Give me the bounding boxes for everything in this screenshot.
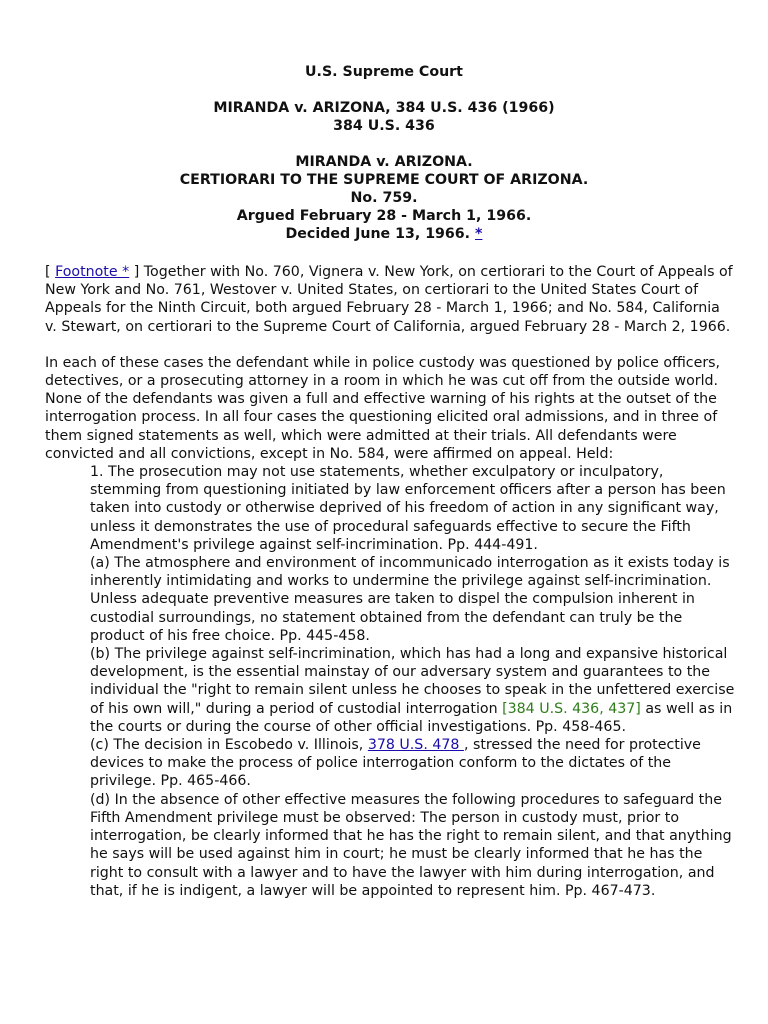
certiorari-line: CERTIORARI TO THE SUPREME COURT OF ARIZONA. bbox=[179, 172, 589, 188]
syllabus-intro: In each of these cases the defendant while in police custody was questioned by police officers, detectives, or a prosecuting attorney in a room in which he was cut off from the outside world. None of the defendants was given a full and effective warning of his rights at the outset of the interrogation process. In all four cases the questioning elicited oral admissions, and in three of them signed statements as well, which were admitted at their trials. All defendants were convicted and all convictions, except in No. 584, were affirmed on appeal. Held: bbox=[45, 354, 721, 462]
escobedo-case-link[interactable]: 378 U.S. 478 bbox=[367, 737, 464, 754]
holding-c bbox=[90, 736, 735, 791]
decided-line bbox=[0, 225, 768, 243]
holding-c-text: (c) The decision in Escobedo v. Illinois, bbox=[90, 737, 368, 754]
decided-date: Decided June 13, 1966. bbox=[285, 226, 471, 242]
page-citation-marker: [384 U.S. 436, 437] bbox=[502, 700, 641, 717]
holding-b-text: (b) The privilege against self-incrimination, which has had a long and expansive historical development, is the essential mainstay of our adversary system and guarantees to the individual the "right to remain silent unless he chooses to speak in the unfettered exercise of his own will," during a period of custodial interrogation bbox=[90, 646, 735, 717]
holding-b bbox=[90, 645, 735, 736]
case-title: MIRANDA v. ARIZONA, 384 U.S. 436 (1966) bbox=[213, 100, 555, 116]
holding-b-text-cont: as well as in the courts or during the course of other official investigations. Pp. 458-465. bbox=[90, 700, 733, 735]
holding-a: (a) The atmosphere and environment of incommunicado interrogation as it exists today is inherently intimidating and works to undermine the privilege against self-incrimination. Unless adequate preventive measures are taken to dispel the compulsion inherent in custodial surroundings, no statement obtained from the defendant can truly be the product of his free choice. Pp. 445-458. bbox=[90, 555, 730, 644]
docket-number: No. 759. bbox=[350, 190, 418, 206]
case-short-title: MIRANDA v. ARIZONA. bbox=[295, 154, 473, 170]
footnote-text: ] Together with No. 760, Vignera v. New York, on certiorari to the Court of Appeals of New York and No. 761, Westover v. United States, on certiorari to the United States Court of Appeals for the Ninth Circuit, both argued February 28 - March 1, 1966; and No. 584, California v. Stewart, on certiorari to the Supreme Court of California, argued February 28 - March 2, 1966. bbox=[45, 264, 733, 335]
footnote-paragraph bbox=[45, 263, 735, 336]
footnote-link[interactable]: Footnote * bbox=[55, 264, 130, 280]
footnote-open-bracket: [ bbox=[45, 264, 51, 280]
opinion-body bbox=[45, 263, 735, 900]
argued-date: Argued February 28 - March 1, 1966. bbox=[236, 208, 532, 224]
court-name: U.S. Supreme Court bbox=[305, 64, 463, 80]
case-header bbox=[0, 63, 768, 243]
holding-c-text-cont: , stressed the need for protective devices to make the process of police interrogation conform to the dictates of the privilege. Pp. 465-466. bbox=[90, 737, 701, 790]
holding-1: 1. The prosecution may not use statements, whether exculpatory or inculpatory, stemming from questioning initiated by law enforcement officers after a person has been taken into custody or otherwise deprived of his freedom of action in any significant way, unless it demonstrates the use of procedural safeguards effective to secure the Fifth Amendment's privilege against self-incrimination. Pp. 444-491. bbox=[90, 464, 726, 553]
case-citation: 384 U.S. 436 bbox=[333, 118, 435, 134]
holdings-list bbox=[90, 463, 735, 900]
holding-d: (d) In the absence of other effective measures the following procedures to safeguard the Fifth Amendment privilege must be observed: The person in custody must, prior to interrogation, be clearly informed that he has the right to remain silent, and that anything he says will be used against him in court; he must be clearly informed that he has the right to consult with a lawyer and to have the lawyer with him during interrogation, and that, if he is indigent, a lawyer will be appointed to represent him. Pp. 467-473. bbox=[90, 791, 732, 899]
footnote-anchor-link[interactable]: * bbox=[475, 226, 483, 242]
